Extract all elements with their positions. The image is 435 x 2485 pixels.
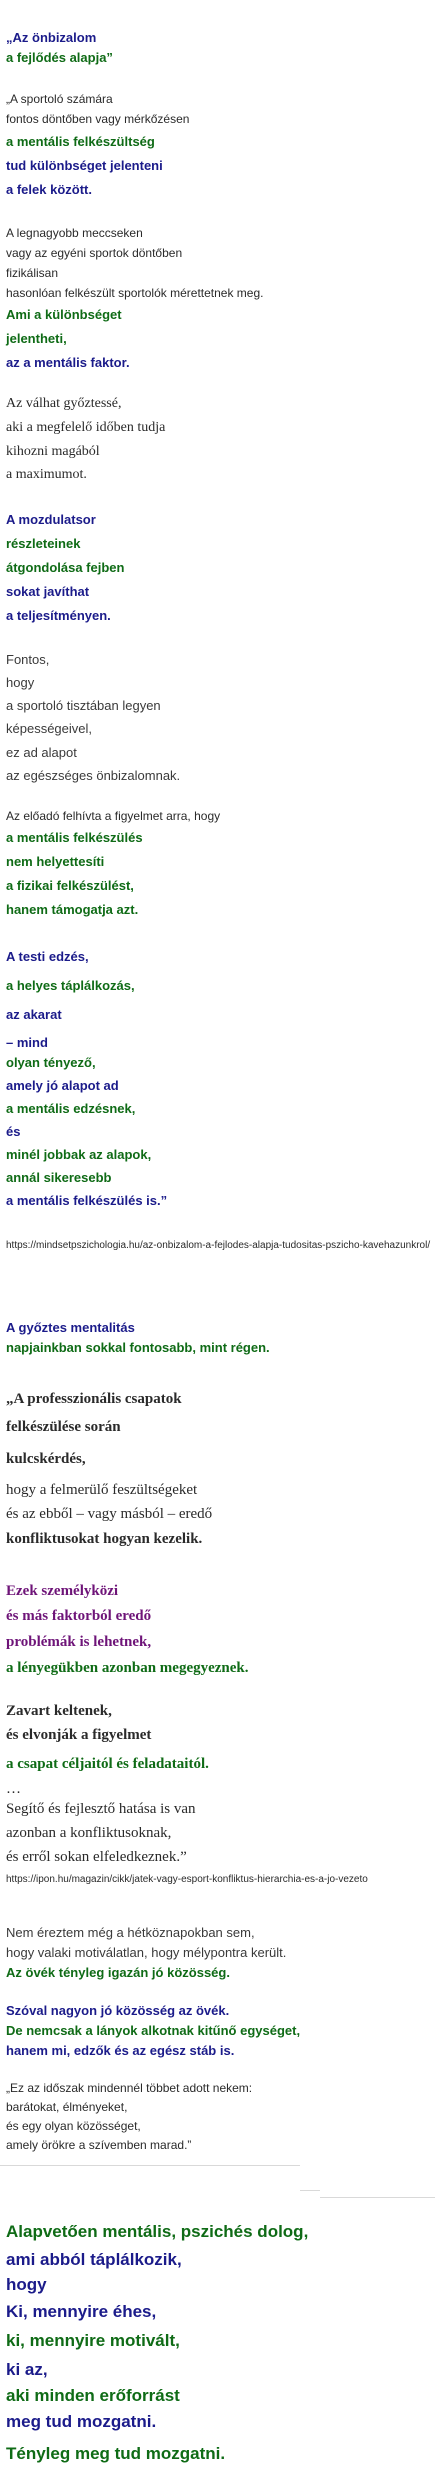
highlight-line: minél jobbak az alapok,: [6, 1147, 152, 1162]
quote-line: …: [6, 1781, 21, 1797]
quote-line: „A professzionális csapatok: [6, 1391, 182, 1407]
highlight-line: nem helyettesíti: [6, 854, 105, 869]
quote-line: és elvonják a figyelmet: [6, 1727, 152, 1743]
highlight-line: Az övék tényleg igazán jó közösség.: [6, 1965, 230, 1980]
text-line: „A sportoló számára: [6, 92, 113, 106]
closing-line: aki minden erőforrást: [6, 2386, 180, 2405]
highlight-line: a mentális edzésnek,: [6, 1101, 136, 1116]
text-line: fizikálisan: [6, 266, 59, 280]
highlight-line: hanem mi, edzők és az egész stáb is.: [6, 2043, 235, 2058]
highlight-line: A mozdulatsor: [6, 512, 96, 527]
text-line: hasonlóan felkészült sportolók mérettetnek meg.: [6, 286, 264, 300]
highlight-line: a helyes táplálkozás,: [6, 978, 135, 993]
text-line: amely örökre a szívemben marad.”: [6, 2138, 192, 2152]
quote-line: konfliktusokat hogyan kezelik.: [6, 1531, 203, 1547]
quote-line: Segítő és fejlesztő hatása is van: [6, 1801, 196, 1817]
highlight-line: hanem támogatja azt.: [6, 902, 139, 917]
highlight-line: sokat javíthat: [6, 584, 90, 599]
quote-line: a lényegükben azonban megegyeznek.: [6, 1660, 249, 1676]
highlight-line: De nemcsak a lányok alkotnak kitűnő egységet,: [6, 2023, 301, 2038]
highlight-line: A testi edzés,: [6, 949, 89, 964]
highlight-line: a fizikai felkészülést,: [6, 878, 134, 893]
quote-line: Zavart keltenek,: [6, 1703, 112, 1719]
highlight-line: részleteinek: [6, 536, 81, 551]
text-line: A legnagyobb meccseken: [6, 226, 143, 240]
quote-line: azonban a konfliktusoknak,: [6, 1825, 172, 1841]
highlight-line: jelentheti,: [6, 331, 67, 346]
text-line: „Ez az időszak mindennél többet adott nekem:: [6, 2081, 253, 2095]
divider: [300, 2190, 320, 2191]
closing-line: meg tud mozgatni.: [6, 2412, 157, 2431]
title-line-2: a fejlődés alapja”: [6, 50, 113, 65]
highlight-line: a mentális felkészülés: [6, 830, 143, 845]
highlight-line: a teljesítményen.: [6, 608, 111, 623]
quote-line: és erről sokan elfeledkeznek.”: [6, 1849, 187, 1865]
highlight-line: az akarat: [6, 1007, 62, 1022]
quote-line: Ezek személyközi: [6, 1583, 119, 1599]
closing-line: ki, mennyire motivált,: [6, 2331, 180, 2350]
text-line: fontos döntőben vagy mérkőzésen: [6, 112, 190, 126]
title-line-1: „Az önbizalom: [6, 30, 97, 45]
text-line: és egy olyan közösséget,: [6, 2119, 141, 2133]
highlight-line: annál sikeresebb: [6, 1170, 112, 1185]
closing-line: Alapvetően mentális, pszichés dolog,: [6, 2222, 309, 2241]
quote-line: és az ebből – vagy másból – eredő: [6, 1506, 213, 1522]
highlight-line: a felek között.: [6, 182, 92, 197]
divider: [320, 2197, 435, 2198]
text-line: kihozni magából: [6, 444, 100, 459]
text-line: aki a megfelelő időben tudja: [6, 420, 166, 435]
text-line: képességeivel,: [6, 721, 92, 736]
quote-line: a csapat céljaitól és feladataitól.: [6, 1756, 209, 1772]
highlight-line: tud különbséget jelenteni: [6, 158, 163, 173]
text-line: hogy: [6, 675, 35, 690]
quote-line: felkészülése során: [6, 1419, 121, 1435]
highlight-line: amely jó alapot ad: [6, 1078, 119, 1093]
divider: [0, 2165, 300, 2166]
text-line: Az előadó felhívta a figyelmet arra, hogy: [6, 809, 221, 823]
quote-line: hogy a felmerülő feszültségeket: [6, 1482, 198, 1498]
highlight-line: A győztes mentalitás: [6, 1320, 135, 1335]
quote-line: problémák is lehetnek,: [6, 1634, 152, 1650]
closing-line: Tényleg meg tud mozgatni.: [6, 2444, 226, 2463]
highlight-line: átgondolása fejben: [6, 560, 125, 575]
quote-line: és más faktorból eredő: [6, 1608, 152, 1624]
source-link[interactable]: https://ipon.hu/magazin/cikk/jatek-vagy-esport-konfliktus-hierarchia-es-a-jo-vezeto: [6, 1874, 368, 1885]
text-line: Az válhat győztessé,: [6, 396, 122, 411]
highlight-line: a mentális felkészülés is.”: [6, 1193, 168, 1208]
text-line: a sportoló tisztában legyen: [6, 698, 161, 713]
highlight-line: a mentális felkészültség: [6, 134, 155, 149]
closing-line: Ki, mennyire éhes,: [6, 2302, 157, 2321]
highlight-line: és: [6, 1124, 21, 1139]
highlight-line: – mind: [6, 1035, 48, 1050]
text-line: Fontos,: [6, 652, 50, 667]
closing-line: hogy: [6, 2275, 47, 2294]
closing-line: ami abból táplálkozik,: [6, 2250, 182, 2269]
highlight-line: Szóval nagyon jó közösség az övék.: [6, 2003, 230, 2018]
quote-line: kulcskérdés,: [6, 1451, 86, 1467]
text-line: az egészséges önbizalomnak.: [6, 768, 181, 783]
text-line: a maximumot.: [6, 467, 87, 482]
highlight-line: Ami a különbséget: [6, 307, 122, 322]
highlight-line: olyan tényező,: [6, 1055, 96, 1070]
text-line: hogy valaki motiválatlan, hogy mélypontra került.: [6, 1945, 287, 1960]
text-line: barátokat, élményeket,: [6, 2100, 128, 2114]
text-line: ez ad alapot: [6, 745, 77, 760]
source-link[interactable]: https://mindsetpszichologia.hu/az-onbizalom-a-fejlodes-alapja-tudositas-pszicho-kavehazunkrol/: [6, 1240, 431, 1251]
text-line: vagy az egyéni sportok döntőben: [6, 246, 183, 260]
highlight-line: az a mentális faktor.: [6, 355, 130, 370]
text-line: Nem éreztem még a hétköznapokban sem,: [6, 1925, 255, 1940]
highlight-line: napjainkban sokkal fontosabb, mint régen.: [6, 1340, 270, 1355]
closing-line: ki az,: [6, 2360, 48, 2379]
